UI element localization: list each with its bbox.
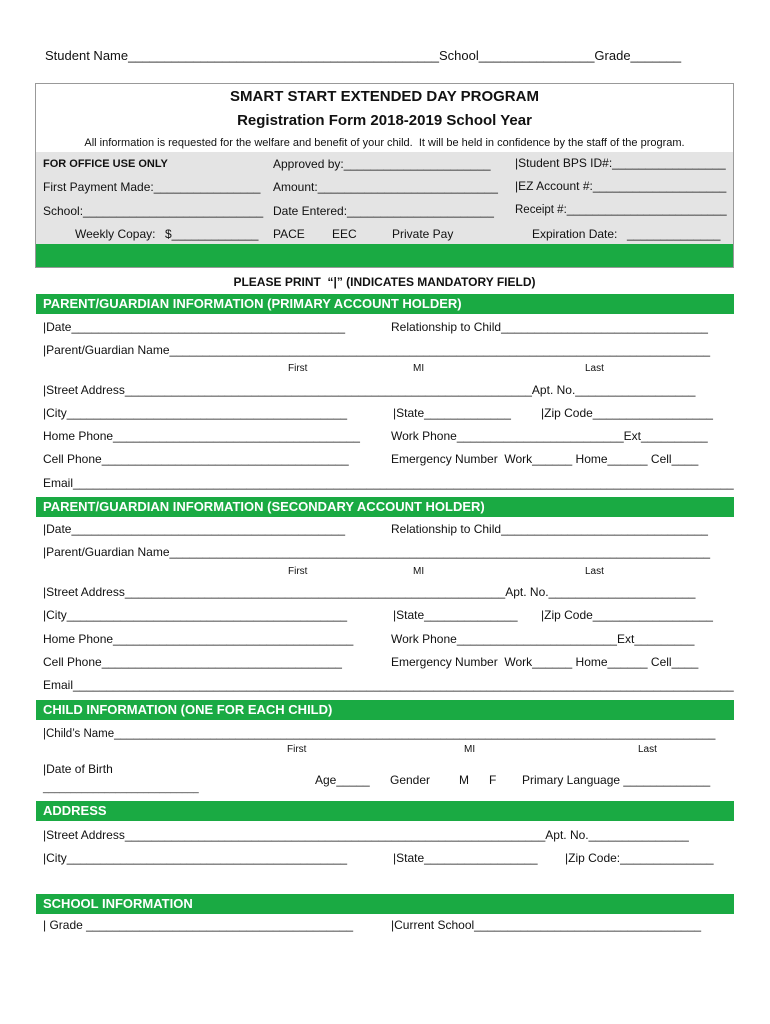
primary-home-phone-field[interactable]: Home Phone_____________________________________ — [43, 429, 360, 443]
child-age-field[interactable]: Age_____ — [315, 773, 370, 787]
grade-field[interactable]: | Grade ________________________________________ — [43, 918, 354, 932]
secondary-home-phone-field[interactable]: Home Phone____________________________________ — [43, 632, 354, 646]
primary-email-field[interactable]: Email___________________________________________________________________________________________________ — [43, 476, 734, 490]
student-bps-id-field[interactable]: |Student BPS ID#:_________________ — [515, 156, 726, 170]
gender-m-option[interactable]: M — [459, 773, 469, 787]
secondary-zip-field[interactable]: |Zip Code__________________ — [541, 608, 713, 622]
secondary-mi-label: MI — [413, 566, 425, 577]
date-entered-field[interactable]: Date Entered:______________________ — [273, 204, 494, 218]
student-name-line[interactable]: Student Name___________________________________________School________________Grade_______ — [45, 48, 682, 63]
primary-date-field[interactable]: |Date_________________________________________ — [43, 320, 346, 334]
child-gender-label: Gender — [390, 773, 431, 787]
primary-last-label: Last — [585, 363, 604, 374]
school-info-header: SCHOOL INFORMATION — [36, 894, 734, 914]
primary-mi-label: MI — [413, 363, 425, 374]
form-title: Registration Form 2018-2019 School Year — [237, 112, 532, 129]
copay-amount-field[interactable]: $_____________ — [165, 227, 259, 241]
address-city-field[interactable]: |City__________________________________________ — [43, 851, 348, 865]
primary-street-field[interactable]: |Street Address_____________________________________________________________Apt. No.__________________ — [43, 383, 696, 397]
office-green-bar — [36, 244, 733, 267]
primary-language-field[interactable]: Primary Language _____________ — [522, 773, 711, 787]
address-zip-field[interactable]: |Zip Code:______________ — [565, 851, 714, 865]
secondary-work-phone-field[interactable]: Work Phone________________________Ext_________ — [391, 632, 695, 646]
current-school-field[interactable]: |Current School__________________________________ — [391, 918, 702, 932]
amount-field[interactable]: Amount:___________________________ — [273, 180, 498, 194]
private-pay-option[interactable]: Private Pay — [392, 227, 454, 241]
primary-guardian-name-field[interactable]: |Parent/Guardian Name_________________________________________________________________________________ — [43, 343, 711, 357]
office-school-field[interactable]: School:___________________________ — [43, 204, 264, 218]
secondary-street-field[interactable]: |Street Address_________________________________________________________Apt. No.______________________ — [43, 585, 696, 599]
ez-account-field[interactable]: |EZ Account #:____________________ — [515, 179, 727, 193]
primary-zip-field[interactable]: |Zip Code__________________ — [541, 406, 713, 420]
primary-first-label: First — [288, 363, 308, 374]
secondary-city-field[interactable]: |City__________________________________________ — [43, 608, 348, 622]
child-first-label: First — [287, 744, 307, 755]
child-name-field[interactable]: |Child’s Name______________________________________________________________________________________________ — [43, 728, 716, 740]
receipt-field[interactable]: Receipt #:_________________________ — [515, 204, 727, 216]
primary-guardian-header: PARENT/GUARDIAN INFORMATION (PRIMARY ACCOUNT HOLDER) — [36, 294, 734, 314]
confidentiality-notice: All information is requested for the welfare and benefit of your child. It will be held in confidence by the staff of the program. — [84, 137, 685, 149]
pace-option[interactable]: PACE — [273, 227, 305, 241]
secondary-first-label: First — [288, 566, 308, 577]
child-dob-label: |Date of Birth — [43, 762, 113, 776]
secondary-relationship-field[interactable]: Relationship to Child_______________________________ — [391, 522, 708, 536]
approved-by-field[interactable]: Approved by:______________________ — [273, 157, 491, 171]
child-last-label: Last — [638, 744, 657, 755]
child-dob-field[interactable]: ____________________________ — [43, 783, 199, 794]
secondary-state-field[interactable]: |State______________ — [393, 608, 518, 622]
child-info-header: CHILD INFORMATION (ONE FOR EACH CHILD) — [36, 700, 734, 720]
program-title: SMART START EXTENDED DAY PROGRAM — [230, 88, 539, 105]
address-state-field[interactable]: |State_________________ — [393, 851, 538, 865]
address-street-field[interactable]: |Street Address_______________________________________________________________Apt. No._______________ — [43, 828, 689, 842]
primary-cell-phone-field[interactable]: Cell Phone_____________________________________ — [43, 452, 349, 466]
primary-state-field[interactable]: |State_____________ — [393, 406, 511, 420]
office-use-title: FOR OFFICE USE ONLY — [43, 158, 168, 170]
secondary-guardian-name-field[interactable]: |Parent/Guardian Name_________________________________________________________________________________ — [43, 545, 711, 559]
primary-relationship-field[interactable]: Relationship to Child_______________________________ — [391, 320, 708, 334]
secondary-guardian-header: PARENT/GUARDIAN INFORMATION (SECONDARY ACCOUNT HOLDER) — [36, 497, 734, 517]
expiration-date-field[interactable]: ______________ — [627, 227, 721, 241]
please-print-instruction: PLEASE PRINT “|” (INDICATES MANDATORY FIELD) — [233, 275, 536, 289]
secondary-cell-phone-field[interactable]: Cell Phone____________________________________ — [43, 655, 342, 669]
eec-option[interactable]: EEC — [332, 227, 357, 241]
primary-city-field[interactable]: |City__________________________________________ — [43, 406, 348, 420]
expiration-date-label: Expiration Date: — [532, 227, 618, 241]
secondary-date-field[interactable]: |Date_________________________________________ — [43, 522, 346, 536]
secondary-emergency-field[interactable]: Emergency Number Work______ Home______ Cell____ — [391, 655, 699, 669]
address-header: ADDRESS — [36, 801, 734, 821]
first-payment-field[interactable]: First Payment Made:________________ — [43, 180, 261, 194]
primary-emergency-field[interactable]: Emergency Number Work______ Home______ Cell____ — [391, 452, 699, 466]
primary-work-phone-field[interactable]: Work Phone_________________________Ext__________ — [391, 429, 708, 443]
weekly-copay-label: Weekly Copay: — [75, 227, 156, 241]
gender-f-option[interactable]: F — [489, 773, 497, 787]
secondary-email-field[interactable]: Email___________________________________________________________________________________________________ — [43, 678, 734, 692]
secondary-last-label: Last — [585, 566, 604, 577]
child-mi-label: MI — [464, 744, 476, 755]
